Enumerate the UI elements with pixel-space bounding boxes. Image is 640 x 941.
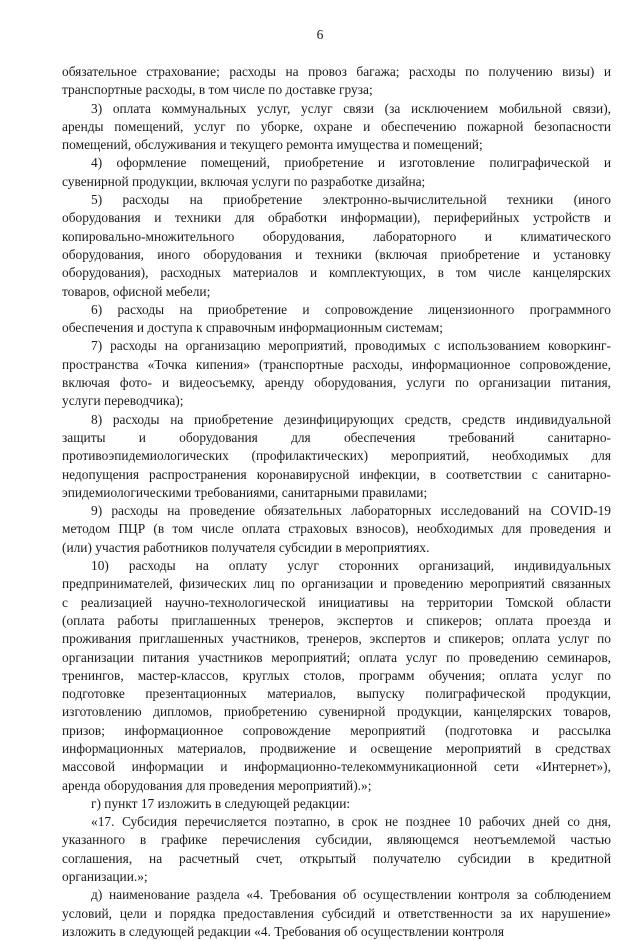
text-line: массовой информации и информационно-телекоммуникационной сети «Интернет»), [62, 759, 611, 775]
text-line: противоэпидемиологических (профилактических) мероприятий, необходимых для [62, 448, 611, 464]
text-line: недопущения распространения коронавирусной инфекции, в соответствии с санитарно- [62, 466, 611, 482]
text-line: включая фото- и видеосъемку, аренду оборудования, услуги по организации питания, [62, 375, 611, 391]
document-body [62, 63, 611, 941]
text-line: призов; информационное сопровождение мероприятий (подготовка и рассылка [62, 722, 611, 738]
text-line: тренингов, мастер-классов, круглых столов, программ обучения; оплата услуг по [62, 667, 611, 683]
paragraph [62, 100, 611, 155]
text-line: 9) расходы на проведение обязательных лабораторных исследований на COVID-19 [91, 503, 611, 519]
paragraph [62, 795, 611, 813]
text-line: услуги переводчика); [62, 393, 184, 409]
text-line: д) наименование раздела «4. Требования об осуществлении контроля за соблюдением [91, 887, 611, 903]
text-line: г) пункт 17 изложить в следующей редакции: [91, 795, 351, 811]
paragraph [62, 813, 611, 886]
text-line: информационных материалов, продвижение и освещение мероприятий в средствах [62, 740, 611, 756]
text-line: организации.»; [62, 869, 148, 885]
text-line: 8) расходы на приобретение дезинфицирующих средств, средств индивидуальной [91, 411, 611, 427]
text-line: помещений, обслуживания и текущего ремонта имущества и помещений; [62, 137, 483, 153]
page-number: 6 [316, 27, 324, 42]
text-line: защиты и оборудования для обеспечения требований санитарно- [62, 429, 611, 445]
paragraph [62, 301, 611, 338]
text-line: предпринимателей, физических лиц по организации и проведению мероприятий связанных [62, 576, 611, 592]
text-line: изложить в следующей редакции «4. Требования об осуществлении контроля [62, 923, 505, 939]
paragraph [62, 337, 611, 410]
text-line: (или) участия работников получателя субсидии в мероприятиях. [62, 539, 430, 555]
text-line: условий, цели и порядка предоставления субсидий и ответственности за их нарушение» [62, 905, 611, 921]
text-line: методом ПЦР (в том числе оплата страховых взносов), необходимых для проведения и [62, 521, 611, 537]
paragraph [62, 191, 611, 301]
text-line: транспортные расходы, в том числе по доставке груза; [62, 82, 373, 98]
text-line: соглашения, на расчетный счет, открытый получателю субсидии в кредитной [62, 850, 611, 866]
text-line: проживания приглашенных участников, тренеров, экспертов и спикеров; оплата услуг по [62, 631, 611, 647]
text-line: 6) расходы на приобретение и сопровождение лицензионного программного [91, 301, 611, 317]
text-line: указанного в графике перечисления субсидии, являющемся неотъемлемой частью [62, 832, 611, 848]
text-line: аренда оборудования для проведения мероприятий).»; [62, 777, 372, 793]
text-line: оборудования и техники для обработки информации), периферийных устройств и [62, 210, 611, 226]
text-line: 7) расходы на организацию мероприятий, проводимых с использованием коворкинг- [91, 338, 611, 354]
text-line: оборудования), расходных материалов и комплектующих, в том числе канцелярских [62, 265, 611, 281]
text-line: обязательное страхование; расходы на провоз багажа; расходы по получению визы) и [62, 64, 611, 79]
paragraph [62, 411, 611, 502]
text-line: оборудования, иного оборудования и техники (включая приобретение и установку [62, 246, 611, 262]
text-line: обеспечения и доступа к справочным информационным системам; [62, 320, 443, 336]
paragraph [62, 886, 611, 941]
text-line: 5) расходы на приобретение электронно-вычислительной техники (иного [91, 192, 611, 208]
text-line: подготовке презентационных материалов, выпуску полиграфической продукции, [62, 686, 611, 702]
paragraph [62, 557, 611, 795]
text-line: 4) оформление помещений, приобретение и изготовление полиграфической и [91, 155, 611, 171]
text-line: пространства «Точка кипения» (транспортные расходы, информационное сопровождение, [62, 356, 611, 372]
text-line: «17. Субсидия перечисляется поэтапно, в срок не позднее 10 рабочих дней со дня, [91, 814, 611, 830]
text-line: с реализацией научно-технологической инициативы на территории Томской области [62, 594, 611, 610]
text-line: эпидемиологическими требованиями, санитарными правилами; [62, 484, 428, 500]
paragraph [62, 63, 611, 100]
text-line: организации питания участников мероприятий; оплата услуг по проведению семинаров, [62, 649, 611, 665]
text-line: сувенирной продукции, включая услуги по разработке дизайна; [62, 173, 426, 189]
text-line: 3) оплата коммунальных услуг, услуг связи (за исключением мобильной связи), [91, 100, 611, 116]
text-line: аренды помещений, услуг по уборке, охране и обеспечению пожарной безопасности [62, 118, 611, 134]
text-line: 10) расходы на оплату услуг сторонних организаций, индивидуальных [91, 558, 611, 574]
text-line: товаров, офисной мебели; [62, 283, 211, 299]
text-line: копировально-множительного оборудования, лабораторного и климатического [62, 228, 611, 244]
paragraph [62, 502, 611, 557]
paragraph [62, 154, 611, 191]
text-line: (оплата работы приглашенных тренеров, экспертов и спикеров; оплата проезда и [62, 612, 611, 628]
text-line: изготовлению дипломов, приобретению сувенирной продукции, канцелярских товаров, [62, 704, 611, 720]
